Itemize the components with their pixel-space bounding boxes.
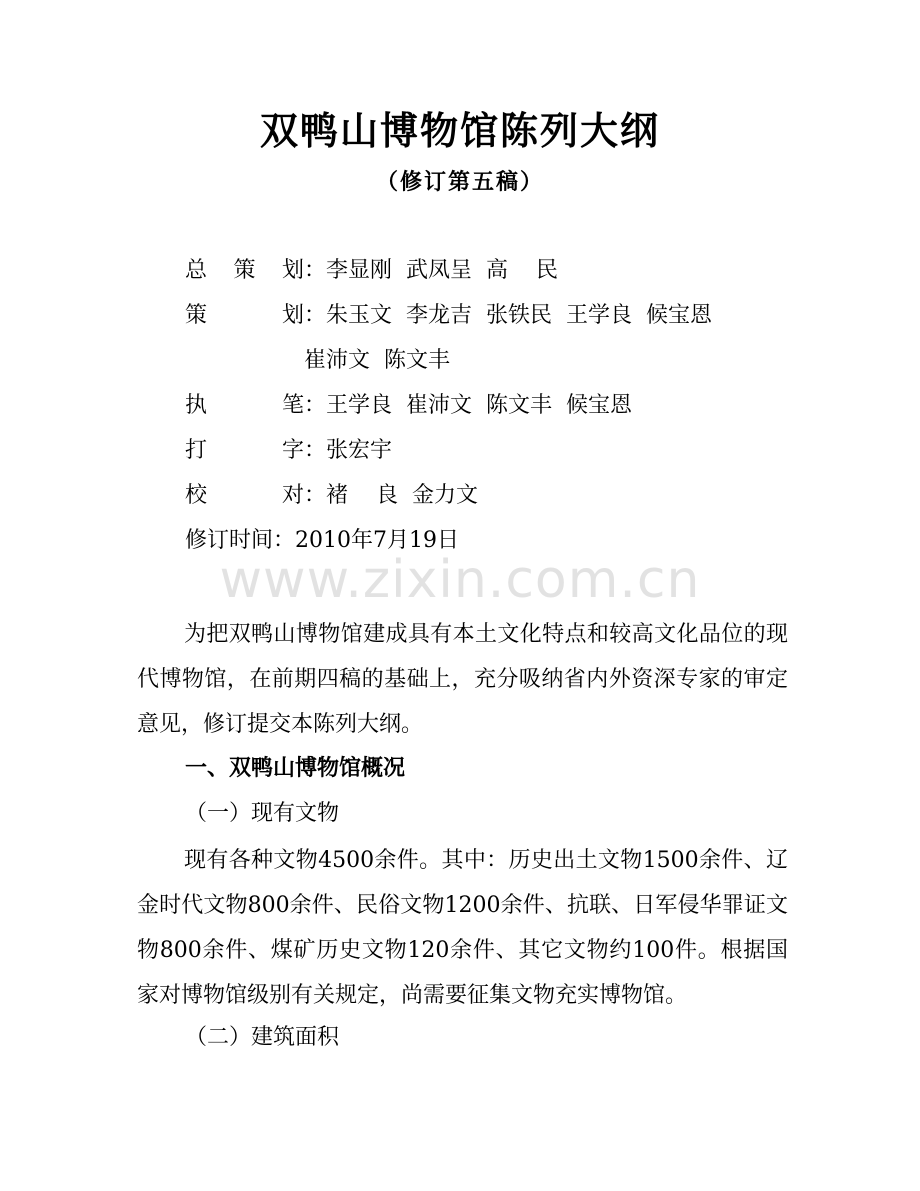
credit-value: 李显刚 武凤呈 高 民 [326, 258, 558, 283]
credit-row-planner [185, 296, 712, 336]
credit-value: 朱玉文 李龙吉 张铁民 王学良 候宝恩 [326, 303, 712, 328]
credit-label: 打 字 [185, 438, 304, 463]
credit-value: 2010年7月19日 [295, 528, 460, 553]
credit-label: 总 策 划 [185, 258, 304, 283]
subsection-heading: （二）建筑面积 [185, 1025, 340, 1050]
credit-value: 张宏宇 [326, 438, 393, 463]
credit-label: 策 划 [185, 303, 304, 328]
credit-row-planner-continued [304, 341, 450, 381]
credit-label: 修订时间 [185, 528, 274, 553]
credit-row-typist [185, 431, 392, 471]
credit-separator: ： [304, 303, 327, 328]
credit-value: 王学良 崔沛文 陈文丰 候宝恩 [326, 393, 632, 418]
credit-separator: ： [304, 438, 327, 463]
credit-row-proofreader [185, 476, 478, 516]
watermark: www.zixin.com.cn [219, 550, 701, 610]
credit-separator: ： [304, 483, 327, 508]
document-subtitle: （修订第五稿） [375, 169, 544, 195]
credit-row-writer [185, 386, 632, 426]
credit-value: 褚 良 金力文 [326, 483, 478, 508]
credit-separator: ： [273, 528, 296, 553]
credit-row-chief-planner [185, 251, 558, 291]
credit-label: 执 笔 [185, 393, 304, 418]
document-title: 双鸭山博物馆陈列大纲 [259, 108, 660, 153]
subsection-heading: （一）现有文物 [185, 801, 340, 826]
credit-separator: ： [304, 393, 327, 418]
section-heading: 一、双鸭山博物馆概况 [185, 756, 406, 781]
subsection-paragraph: 现有各种文物4500余件。其中：历史出土文物1500余件、辽金时代文物800余件、民俗文物1200余件、抗联、日军侵华罪证文物800余件、煤矿历史文物120余件、其它文物约100件。根据国家对博物馆级别有关规定，尚需要征集文物充实博物馆。 [137, 848, 788, 1008]
credit-label: 校 对 [185, 483, 304, 508]
credit-value: 崔沛文 陈文丰 [304, 348, 450, 373]
credit-separator: ： [304, 258, 327, 283]
intro-paragraph: 为把双鸭山博物馆建成具有本土文化特点和较高文化品位的现代博物馆，在前期四稿的基础上，充分吸纳省内外资深专家的审定意见，修订提交本陈列大纲。 [137, 622, 788, 737]
